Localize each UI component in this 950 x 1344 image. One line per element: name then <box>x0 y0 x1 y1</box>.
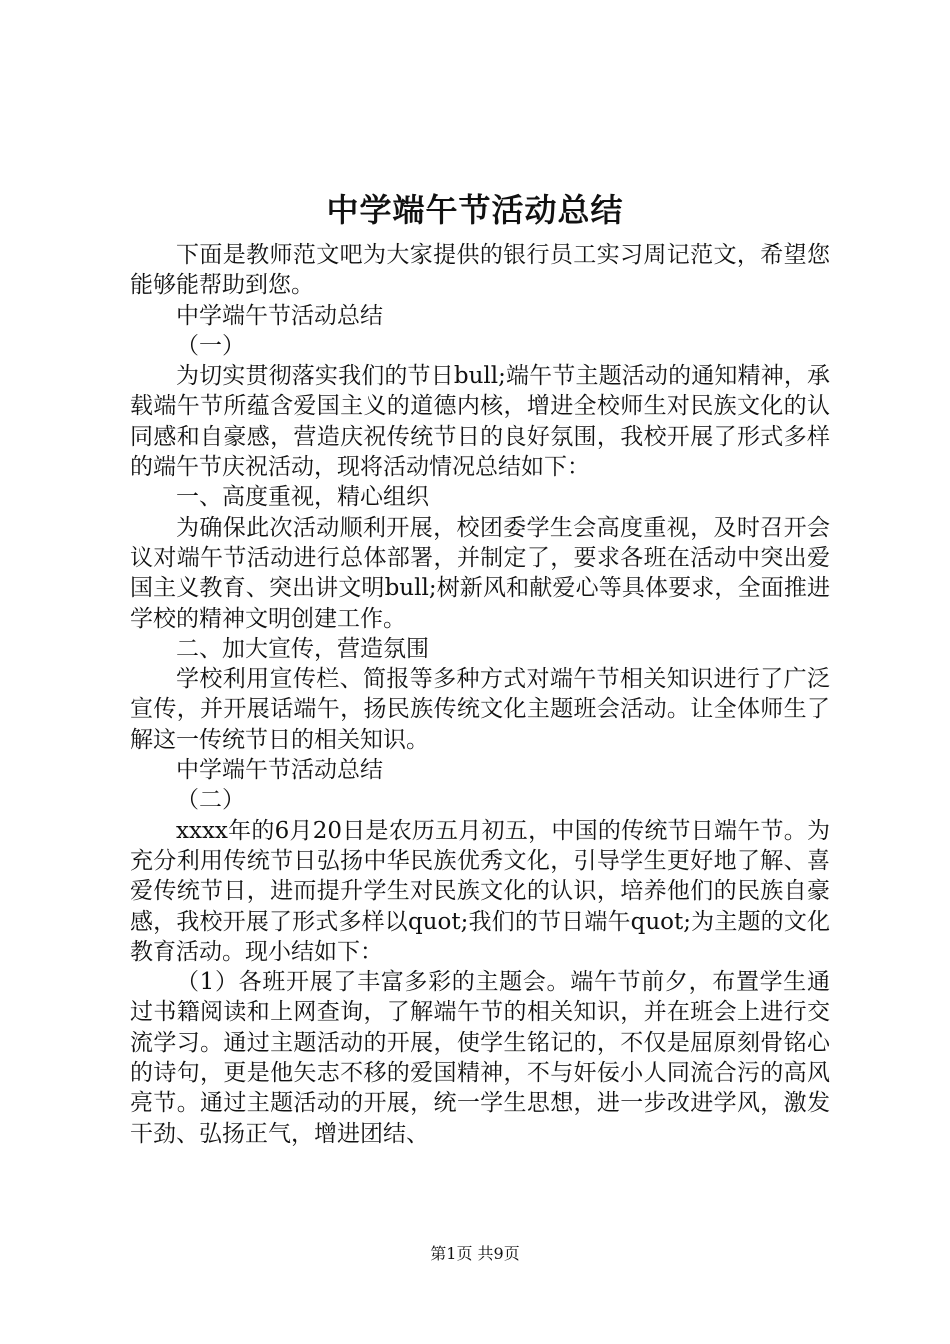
subheading: 二、加大宣传，营造氛围 <box>176 635 429 662</box>
paragraph: 学校利用宣传栏、简报等多种方式对端午节相关知识进行了广泛宣传，并开展话端午，扬民族传统文化主题班会活动。让全体师生了解这一传统节日的相关知识。 <box>130 666 830 753</box>
paragraph: 为确保此次活动顺利开展，校团委学生会高度重视，及时召开会议对端午节活动进行总体部署，并制定了，要求各班在活动中突出爱国主义教育、突出讲文明bull;树新风和献爱心等具体要求，全面推进学校的精神文明创建工作。 <box>130 514 830 632</box>
paragraph-intro: 下面是教师范文吧为大家提供的银行员工实习周记范文，希望您能够能帮助到您。 <box>130 242 830 299</box>
paragraph: xxxx年的6月20日是农历五月初五，中国的传统节日端午节。为充分利用传统节日弘扬中华民族优秀文化，引导学生更好地了解、喜爱传统节日，进而提升学生对民族文化的认识，培养他们的民族自豪感，我校开展了形式多样以quot;我们的节日端午quot;为主题的文化教育活动。现小结如下： <box>130 817 830 965</box>
section-heading: 中学端午节活动总结 <box>176 302 383 329</box>
section-number: （二） <box>176 787 245 814</box>
section-heading: 中学端午节活动总结 <box>176 757 383 784</box>
paragraph: 为切实贯彻落实我们的节日bull;端午节主题活动的通知精神，承载端午节所蕴含爱国主义的道德内核，增进全校师生对民族文化的认同感和自豪感，营造庆祝传统节日的良好氛围，我校开展了形式多样的端午节庆祝活动，现将活动情况总结如下： <box>130 363 830 481</box>
section-number: （一） <box>176 332 245 359</box>
page-footer: 第1页 共9页 <box>430 1244 520 1263</box>
page-title: 中学端午节活动总结 <box>326 191 624 229</box>
paragraph: （1）各班开展了丰富多彩的主题会。端午节前夕，布置学生通过书籍阅读和上网查询，了解端午节的相关知识，并在班会上进行交流学习。通过主题活动的开展，使学生铭记的，不仅是屈原刻骨铭心的诗句，更是他矢志不移的爱国精神，不与奸佞小人同流合污的高风亮节。通过主题活动的开展，统一学生思想，进一步改进学风，激发干劲、弘扬正气，增进团结、 <box>130 969 830 1147</box>
document-body <box>130 240 830 1149</box>
subheading: 一、高度重视，精心组织 <box>176 484 429 511</box>
